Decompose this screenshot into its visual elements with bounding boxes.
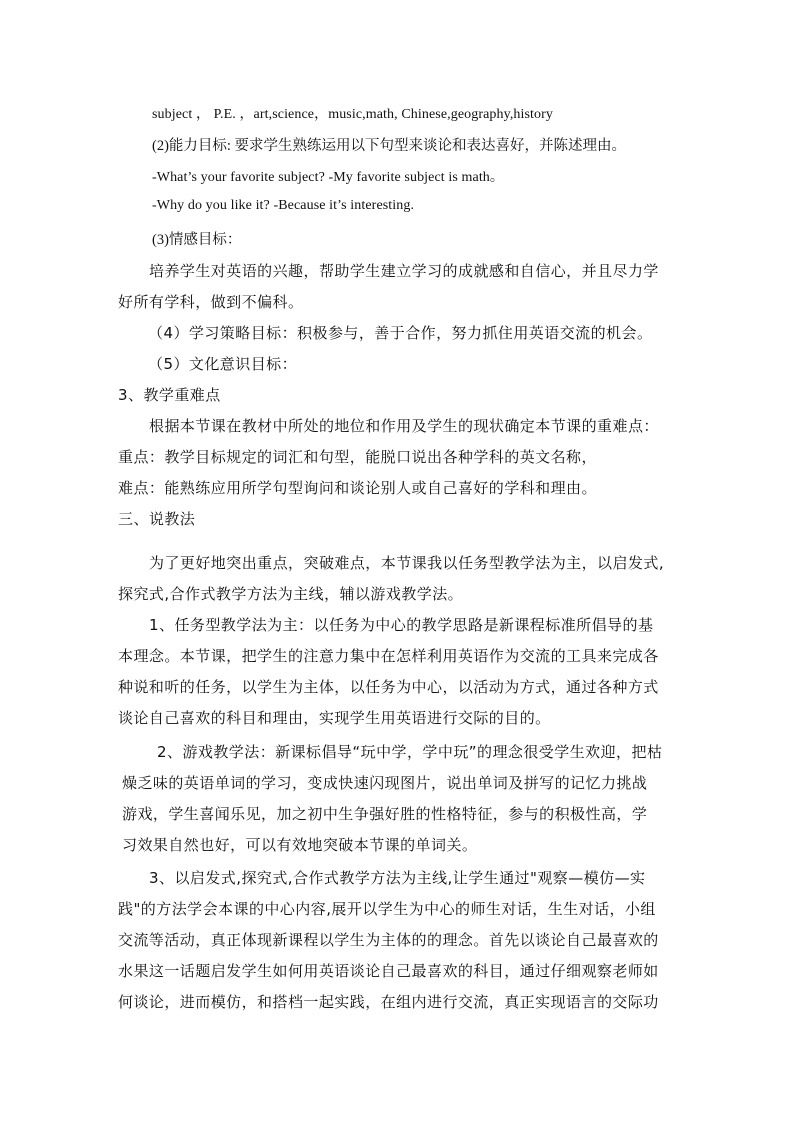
paragraph-line: 燥乏味的英语单词的学习，变成快速闪现图片，说出单词及拼写的记忆力挑战 (122, 774, 648, 792)
paragraph-line: 习效果自然也好，可以有效地突破本节课的单词关。 (122, 836, 478, 854)
paragraph-line: 难点：能熟练应用所学句型询问和谈论别人或自己喜好的学科和理由。 (118, 479, 597, 497)
paragraph-line: 重点：教学目标规定的词汇和句型，能脱口说出各种学科的英文名称， (118, 448, 597, 466)
paragraph-line: 践"的方法学会本课的中心内容,展开以学生为中心的师生对话，生生对话，小组 (118, 900, 656, 918)
section-heading: 3、教学重难点 (118, 386, 221, 404)
paragraph-line: 2、游戏教学法：新课标倡导“玩中学，学中玩”的理念很受学生欢迎，把枯 (157, 743, 663, 761)
sentence-pattern-line: -Why do you like it? -Because it’s interesting. (152, 198, 415, 213)
emotion-goal-heading: (3)情感目标： (152, 232, 242, 248)
paragraph-line: 培养学生对英语的兴趣，帮助学生建立学习的成就感和自信心，并且尽力学 (149, 262, 659, 280)
strategy-goal-line: （4）学习策略目标：积极参与，善于合作，努力抓住用英语交流的机会。 (148, 324, 653, 342)
culture-goal-line: （5）文化意识目标： (148, 355, 298, 373)
paragraph-line: 1、任务型教学法为主：以任务为中心的教学思路是新课程标准所倡导的基 (149, 616, 654, 634)
paragraph-line: 本理念。本节课，把学生的注意力集中在怎样利用英语作为交流的工具来完成各 (118, 647, 659, 665)
paragraph-line: 水果这一话题启发学生如何用英语谈论自己最喜欢的科目，通过仔细观察老师如 (118, 962, 659, 980)
paragraph-line: 游戏，学生喜闻乐见，加之初中生争强好胜的性格特征，参与的积极性高，学 (122, 805, 648, 823)
ability-goal-line: (2)能力目标: 要求学生熟练运用以下句型来谈论和表达喜好，并陈述理由。 (152, 138, 627, 154)
paragraph-line: 为了更好地突出重点，突破难点，本节课我以任务型教学法为主，以启发式, (149, 554, 665, 572)
paragraph-line: 探究式,合作式教学方法为主线，辅以游戏教学法。 (118, 585, 464, 603)
paragraph-line: 谈论自己喜欢的科目和理由，实现学生用英语进行交际的目的。 (118, 709, 551, 727)
sentence-pattern-line: -What’s your favorite subject? -My favorite subject is math。 (152, 170, 505, 185)
paragraph-line: 种说和听的任务，以学生为主体，以任务为中心，以活动为方式，通过各种方式 (118, 678, 659, 696)
paragraph-line: 根据本节课在教材中所处的地位和作用及学生的现状确定本节课的重难点： (149, 417, 659, 435)
section-heading: 三、说教法 (118, 510, 196, 528)
paragraph-line: 好所有学科，做到不偏科。 (118, 293, 304, 311)
paragraph-line: 交流等活动，真正体现新课程以学生为主体的的理念。首先以谈论自己最喜欢的 (118, 931, 659, 949)
paragraph-line: 3、以启发式,探究式,合作式教学方法为主线,让学生通过"观察—模仿—实 (149, 869, 646, 887)
subject-vocabulary-line: subject ， P.E. ，art,science，music,math, Chinese,geography,history (152, 107, 554, 122)
paragraph-line: 何谈论，进而模仿，和搭档一起实践，在组内进行交流，真正实现语言的交际功 (118, 993, 659, 1011)
